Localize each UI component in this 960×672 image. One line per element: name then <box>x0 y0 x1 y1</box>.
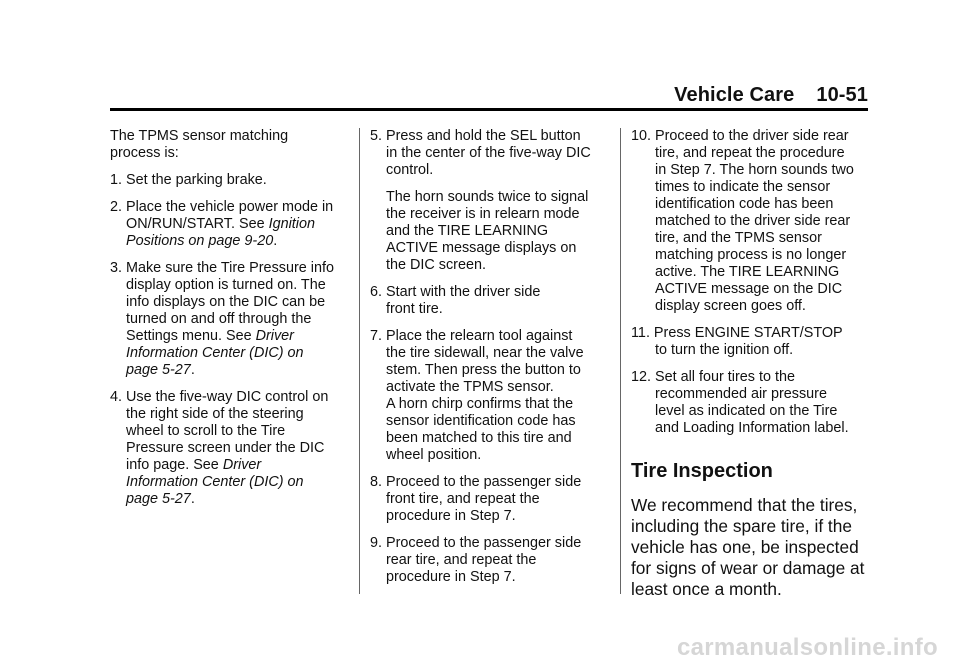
cross-reference-link[interactable]: page 5-27 <box>126 491 191 507</box>
text-line: in Step 7. The horn sounds two <box>655 162 854 178</box>
cross-reference-link[interactable]: Driver <box>222 457 262 473</box>
text-line: times to indicate the sensor <box>655 179 831 195</box>
text-line: been matched to this tire and <box>386 430 572 446</box>
header-rule <box>110 108 868 111</box>
text-line: 3. Make sure the Tire Pressure info <box>110 260 334 276</box>
text-line: ACTIVE message on the DIC <box>655 281 843 297</box>
text-line: 8. Proceed to the passenger side <box>370 474 582 490</box>
step-8 <box>370 474 610 525</box>
step-6 <box>370 284 610 318</box>
text-line: 9. Proceed to the passenger side <box>370 535 582 551</box>
text-line: Settings menu. See <box>126 328 256 344</box>
page-number: 10-51 <box>816 84 868 106</box>
cross-reference-link[interactable]: Ignition <box>268 216 316 232</box>
text-line: 7. Place the relearn tool against <box>370 328 573 344</box>
text-line: 10. Proceed to the driver side rear <box>631 128 849 144</box>
text-line: rear tire, and repeat the <box>386 552 537 568</box>
intro-paragraph <box>110 128 350 162</box>
text-line: info displays on the DIC can be <box>126 294 326 310</box>
text-line: and the TIRE LEARNING <box>386 223 549 239</box>
step-5 <box>370 128 610 179</box>
cross-reference-link[interactable]: Information Center (DIC) on <box>126 474 304 490</box>
text-line: wheel position. <box>386 447 482 463</box>
text-line: for signs of wear or damage at <box>631 558 865 578</box>
section-heading: Tire Inspection <box>631 460 773 482</box>
step-9 <box>370 535 610 586</box>
text-line: . <box>190 362 195 378</box>
text-line: level as indicated on the Tire <box>655 403 838 419</box>
text-line: info page. See <box>126 457 223 473</box>
text-line: 12. Set all four tires to the <box>631 369 795 385</box>
text-line: display option is turned on. The <box>126 277 326 293</box>
column-divider-2 <box>620 128 621 594</box>
text-line: the receiver is in relearn mode <box>386 206 580 222</box>
text-line: to turn the ignition off. <box>655 342 794 358</box>
column-1 <box>110 128 350 518</box>
text-line: least once a month. <box>631 579 782 599</box>
text-line: in the center of the five-way DIC <box>386 145 591 161</box>
text-line: stem. Then press the button to <box>386 362 581 378</box>
text-line: control. <box>386 162 434 178</box>
text-line: ACTIVE message displays on <box>386 240 577 256</box>
page-header <box>674 84 868 107</box>
cross-reference-link[interactable]: Driver <box>255 328 294 344</box>
text-line: matching process is no longer <box>655 247 847 263</box>
text-line: The TPMS sensor matching <box>110 128 289 144</box>
text-line: turned on and off through the <box>126 311 312 327</box>
text-line: 2. Place the vehicle power mode in <box>110 199 334 215</box>
text-line: 5. Press and hold the SEL button <box>370 128 581 144</box>
text-line: 11. Press ENGINE START/STOP <box>631 325 843 341</box>
text-line: vehicle has one, be inspected <box>631 537 859 557</box>
column-2 <box>370 128 610 596</box>
text-line: identification code has been <box>655 196 834 212</box>
text-line: the right side of the steering <box>126 406 304 422</box>
inspection-paragraph <box>631 495 871 600</box>
cross-reference-link[interactable]: page 5-27 <box>126 362 191 378</box>
column-3 <box>631 128 871 600</box>
text-line: A horn chirp confirms that the <box>386 396 574 412</box>
text-line: matched to the driver side rear <box>655 213 851 229</box>
text-line: . <box>273 233 278 249</box>
text-line: the DIC screen. <box>386 257 486 273</box>
text-line: and Loading Information label. <box>655 420 849 436</box>
text-line: procedure in Step 7. <box>386 508 516 524</box>
text-line: including the spare tire, if the <box>631 516 852 536</box>
text-line: Pressure screen under the DIC <box>126 440 325 456</box>
text-line: sensor identification code has <box>386 413 576 429</box>
text-line: process is: <box>110 145 179 161</box>
text-line: tire, and the TPMS sensor <box>655 230 822 246</box>
text-line: front tire. <box>386 301 443 317</box>
text-line: We recommend that the tires, <box>631 495 858 515</box>
text-line: wheel to scroll to the Tire <box>126 423 286 439</box>
text-line: 1. Set the parking brake. <box>110 172 267 188</box>
column-divider-1 <box>359 128 360 594</box>
text-line: The horn sounds twice to signal <box>386 189 589 205</box>
cross-reference-link[interactable]: Information Center (DIC) on <box>126 345 304 361</box>
text-line: front tire, and repeat the <box>386 491 540 507</box>
step-12 <box>631 369 871 437</box>
text-line: the tire sidewall, near the valve <box>386 345 584 361</box>
step-7 <box>370 328 610 464</box>
text-line: activate the TPMS sensor. <box>386 379 554 395</box>
text-line: ON/RUN/START. See <box>126 216 269 232</box>
text-line: tire, and repeat the procedure <box>655 145 845 161</box>
section-title: Vehicle Care <box>674 84 795 106</box>
step-4 <box>110 389 350 508</box>
cross-reference-link[interactable]: Positions on page 9-20 <box>126 233 274 249</box>
text-line: active. The TIRE LEARNING <box>655 264 840 280</box>
step-10 <box>631 128 871 315</box>
step-1 <box>110 172 350 189</box>
step-11 <box>631 325 871 359</box>
step-2 <box>110 199 350 250</box>
text-line: 6. Start with the driver side <box>370 284 541 300</box>
text-line: 4. Use the five-way DIC control on <box>110 389 329 405</box>
text-line: . <box>190 491 195 507</box>
text-line: display screen goes off. <box>655 298 806 314</box>
text-line: procedure in Step 7. <box>386 569 516 585</box>
text-line: recommended air pressure <box>655 386 827 402</box>
step-5-note <box>370 189 610 274</box>
step-3 <box>110 260 350 379</box>
watermark: carmanualsonline.info <box>676 634 938 661</box>
